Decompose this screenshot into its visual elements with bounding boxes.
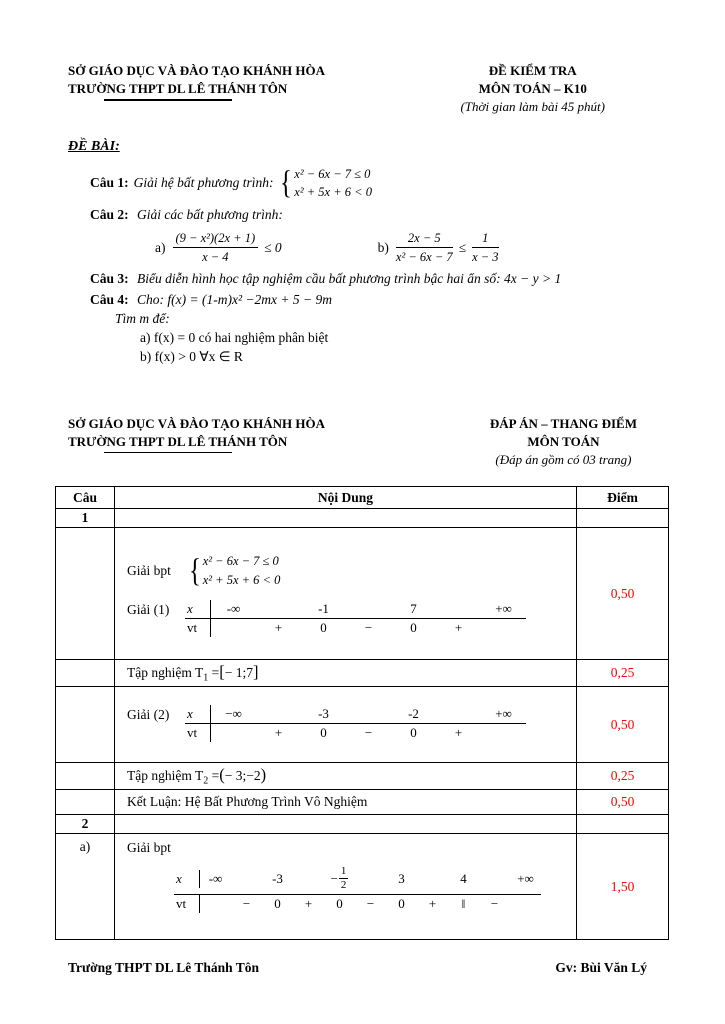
sign-cell: 0: [398, 895, 405, 911]
sign-cell: [293, 878, 324, 880]
sign-cell: −: [366, 895, 375, 911]
exam-subject: MÔN TOÁN – K10: [478, 81, 587, 97]
t1-close-bracket: ]: [252, 662, 259, 682]
t1-open-bracket: [: [219, 662, 225, 682]
empty-cell: [56, 660, 115, 687]
score-value: 0,50: [577, 687, 669, 763]
system-line-2: x² + 5x + 6 < 0: [202, 573, 281, 588]
table-row-t1: [56, 660, 669, 687]
sign-cell: [417, 878, 448, 880]
question-4-intro: Cho: f(x) = (1-m)x² −2mx + 5 − 9m: [137, 291, 332, 307]
giai-bpt-label: Giải bpt: [127, 563, 171, 579]
question-2a-label: a): [155, 239, 166, 255]
question-2b-formula: [378, 230, 499, 266]
question-2b-relation: ≤: [458, 239, 467, 255]
t2-cell: [115, 763, 577, 790]
empty-cell: [577, 509, 669, 528]
sign-cell: 3: [398, 870, 405, 886]
sign-table-1-line: [127, 600, 572, 637]
sign-cell: −: [242, 895, 251, 911]
t2-close-paren: ): [260, 765, 267, 785]
sign-table-3-x-row: [174, 864, 541, 894]
sign-table-1: [185, 600, 526, 637]
solution1-system-line: [127, 552, 572, 590]
sign-table-2-line: [127, 705, 572, 742]
sign-cell-fraction: [324, 864, 355, 893]
footer-teacher: Gv: Bùi Văn Lý: [555, 960, 647, 975]
empty-cell: [56, 528, 115, 660]
question-3-formula: 4x − y > 1: [504, 270, 562, 286]
sign-cell: [211, 732, 256, 734]
table-header-row: [56, 487, 669, 509]
exam-duration: (Thời gian làm bài 45 phút): [460, 99, 605, 115]
answer-school-line-1: SỞ GIÁO DỤC VÀ ĐÀO TẠO KHÁNH HÒA: [68, 415, 326, 431]
t2-line: [119, 765, 572, 787]
fraction-2a: [173, 230, 259, 266]
question-3-label: Câu 3:: [90, 270, 129, 286]
fraction-2b-left-numerator: 2x − 5: [396, 230, 453, 248]
system-lines: [294, 165, 372, 203]
giai-bpt-label-2: Giải bpt: [127, 840, 171, 856]
sign-cell: 0: [410, 725, 417, 741]
question-2-text: Giải các bất phương trình:: [137, 207, 283, 223]
question-3: [90, 271, 725, 287]
vt-label: vt: [174, 895, 200, 913]
sign-cell: +: [274, 619, 283, 635]
sign-cell: [481, 627, 526, 629]
solution1-system: [187, 552, 281, 590]
sign-cell: +∞: [517, 870, 534, 886]
sign-cell: -2: [408, 706, 419, 722]
sign-cell: 4: [460, 870, 467, 886]
sign-cell: [211, 627, 256, 629]
question-4-item-b: b) f(x) > 0 ∀x ∈ R: [140, 348, 243, 364]
t2-equals: =: [211, 768, 220, 784]
table-row-solution1: [56, 528, 669, 660]
question-4-item-a: a) f(x) = 0 có hai nghiệm phân biệt: [140, 329, 329, 345]
answer-subject: MÔN TOÁN: [527, 433, 600, 449]
sign-cell: 0: [274, 895, 281, 911]
sign-table-3: [174, 864, 541, 912]
score-value: 0,25: [577, 660, 669, 687]
question-4-label: Câu 4:: [90, 291, 129, 307]
system-line-1: x² − 6x − 7 ≤ 0: [202, 554, 279, 569]
sign-cell: [481, 732, 526, 734]
system-line-1: x² − 6x − 7 ≤ 0: [294, 166, 371, 181]
sign-cell: −: [490, 895, 499, 911]
question-number-1: 1: [56, 509, 115, 528]
exam-school-line-2: TRƯỜNG THPT DL LÊ THÁNH TÔN: [68, 81, 288, 97]
empty-cell: [115, 509, 577, 528]
fraction-2b-right: [472, 230, 498, 266]
solution1-content: [115, 528, 577, 660]
x-axis-label: x: [174, 870, 200, 888]
t1-cell: [115, 660, 577, 687]
sign-cell: +: [454, 725, 463, 741]
school-underline-rule: [104, 99, 232, 101]
exam-school-block: [68, 62, 325, 117]
answer-table: [55, 486, 669, 940]
question-3-text: Biểu diễn hình học tập nghiệm cầu bất phương trình bậc hai ẩn số:: [137, 270, 501, 286]
solution2-content: [115, 687, 577, 763]
system-line-2: x² + 5x + 6 < 0: [294, 185, 372, 200]
score-value: 0,25: [577, 763, 669, 790]
sign-cell: [231, 878, 262, 880]
exam-title: ĐỀ KIỂM TRA: [488, 63, 577, 78]
sign-table-3-vt-row: [174, 895, 541, 913]
sign-cell: +: [274, 725, 283, 741]
exam-body-heading: ĐỀ BÀI:: [68, 138, 120, 154]
question-2-label: Câu 2:: [90, 207, 129, 223]
sign-cell: +: [428, 895, 437, 911]
fraction-sign: −: [330, 870, 338, 886]
sign-cell: [256, 713, 301, 715]
empty-cell: [577, 815, 669, 834]
answer-school-underline-rule: [104, 452, 232, 454]
sign-cell: -∞: [208, 870, 223, 886]
t2-subscript: 2: [203, 775, 209, 787]
mini-fraction-denominator: 2: [340, 879, 347, 892]
sign-cell: −: [364, 725, 373, 741]
mini-fraction: [339, 865, 349, 892]
sign-table-1-x-row: [185, 600, 526, 619]
x-axis-label: x: [185, 600, 211, 618]
answer-school-block: [68, 415, 325, 470]
empty-cell: [115, 815, 577, 834]
sign-cell: [510, 903, 541, 905]
header-cau: Câu: [56, 487, 115, 509]
question-2b-label: b): [377, 239, 389, 255]
sign-cell: 0: [336, 895, 343, 911]
score-value: 0,50: [577, 528, 669, 660]
sign-cell: [355, 878, 386, 880]
fraction-2a-denominator: x − 4: [202, 250, 229, 265]
solution2a-content: [115, 834, 577, 940]
conclusion-text: Kết Luận: Hệ Bất Phương Trình Vô Nghiệm: [127, 794, 368, 810]
question-number-2: 2: [56, 815, 115, 834]
exam-title-block: [460, 62, 605, 117]
question-1-label: Câu 1:: [90, 175, 129, 191]
x-axis-label: x: [185, 705, 211, 723]
table-row-solution2: [56, 687, 669, 763]
empty-cell: [56, 790, 115, 815]
t1-subscript: 1: [203, 672, 209, 684]
sign-table-1-vt-row: [185, 619, 526, 637]
sign-cell: ‖: [461, 895, 466, 911]
sign-cell: [479, 878, 510, 880]
system-lines: [203, 552, 281, 590]
sign-cell: [200, 903, 231, 905]
fraction-2b-right-numerator: 1: [472, 230, 498, 248]
t2-interval: − 3;−2: [224, 768, 261, 784]
sign-cell: +∞: [495, 706, 512, 722]
footer-school: Trường THPT DL Lê Thánh Tôn: [68, 960, 260, 975]
mini-fraction-numerator: 1: [339, 865, 349, 879]
system-brace: {: [188, 552, 201, 589]
vt-label: vt: [185, 724, 211, 742]
answer-title-block: [490, 415, 637, 470]
table-row-conclusion: [56, 790, 669, 815]
t1-interval: − 1;7: [224, 665, 253, 681]
sign-cell: -3: [272, 870, 283, 886]
t2-prefix: Tập nghiệm T: [127, 768, 204, 784]
question-2a-row-label: a): [56, 834, 115, 940]
question-4-subtext: Tìm m để:: [115, 310, 170, 326]
sign-cell: 0: [320, 725, 327, 741]
table-row-question1: [56, 509, 669, 528]
answer-school-line-2: TRƯỜNG THPT DL LÊ THÁNH TÔN: [68, 433, 288, 449]
sign-table-2-vt-row: [185, 724, 526, 742]
table-row-question2a: [56, 834, 669, 940]
score-value: 0,50: [577, 790, 669, 815]
sign-cell: -1: [318, 600, 329, 616]
sign-cell: -∞: [226, 600, 241, 616]
t1-equals: =: [211, 665, 220, 681]
header-noidung: Nội Dung: [115, 487, 577, 509]
giai1-caption: Giải (1): [127, 601, 170, 617]
fraction-2b-right-denominator: x − 3: [472, 250, 499, 265]
sign-cell: [346, 608, 391, 610]
table-row-t2: [56, 763, 669, 790]
t1-line: [119, 662, 572, 684]
question-2: [90, 207, 725, 223]
sign-cell: +: [454, 619, 463, 635]
t2-open-paren: (: [219, 765, 225, 785]
sign-cell: 0: [410, 619, 417, 635]
sign-cell: [256, 608, 301, 610]
empty-cell: [56, 763, 115, 790]
page-footer: [68, 960, 647, 976]
question-2-formulas: [155, 230, 725, 266]
sign-cell: 0: [320, 619, 327, 635]
conclusion-cell: [115, 790, 577, 815]
fraction-2a-numerator: (9 − x²)(2x + 1): [173, 230, 259, 248]
header-diem: Điểm: [577, 487, 669, 509]
sign-cell: 7: [410, 600, 417, 616]
sign-cell: +: [304, 895, 313, 911]
vt-label: vt: [185, 619, 211, 637]
answer-header: [0, 415, 725, 470]
question-1-system: [278, 165, 372, 203]
question-4: [90, 292, 725, 308]
sign-table-2: [185, 705, 526, 742]
sign-cell: −: [364, 619, 373, 635]
answer-pages-note: (Đáp án gồm có 03 trang): [495, 451, 632, 467]
question-2a-relation: ≤ 0: [264, 239, 282, 255]
exam-school-line-1: SỞ GIÁO DỤC VÀ ĐÀO TẠO KHÁNH HÒA: [68, 63, 326, 78]
score-value: 1,50: [577, 834, 669, 940]
t1-prefix: Tập nghiệm T: [127, 665, 204, 681]
fraction-2b-left: [396, 230, 453, 266]
answer-title: ĐÁP ÁN – THANG ĐIỂM: [489, 415, 637, 431]
sign-table-3-wrap: [174, 864, 572, 912]
sign-cell: +∞: [495, 600, 512, 616]
sign-cell: [436, 713, 481, 715]
exam-header: [0, 0, 725, 117]
sign-cell: [436, 608, 481, 610]
fraction-2b-left-denominator: x² − 6x − 7: [395, 250, 453, 265]
empty-cell: [56, 687, 115, 763]
table-row-question2: [56, 815, 669, 834]
question-1: [90, 165, 725, 203]
question-2a-formula: [155, 230, 288, 266]
sign-cell: [346, 713, 391, 715]
system-brace: {: [280, 164, 293, 201]
sign-cell: −∞: [225, 706, 242, 722]
giai2-caption: Giải (2): [127, 707, 170, 723]
sign-table-2-x-row: [185, 705, 526, 724]
question-1-text: Giải hệ bất phương trình:: [133, 175, 274, 191]
sign-cell: -3: [318, 706, 329, 722]
